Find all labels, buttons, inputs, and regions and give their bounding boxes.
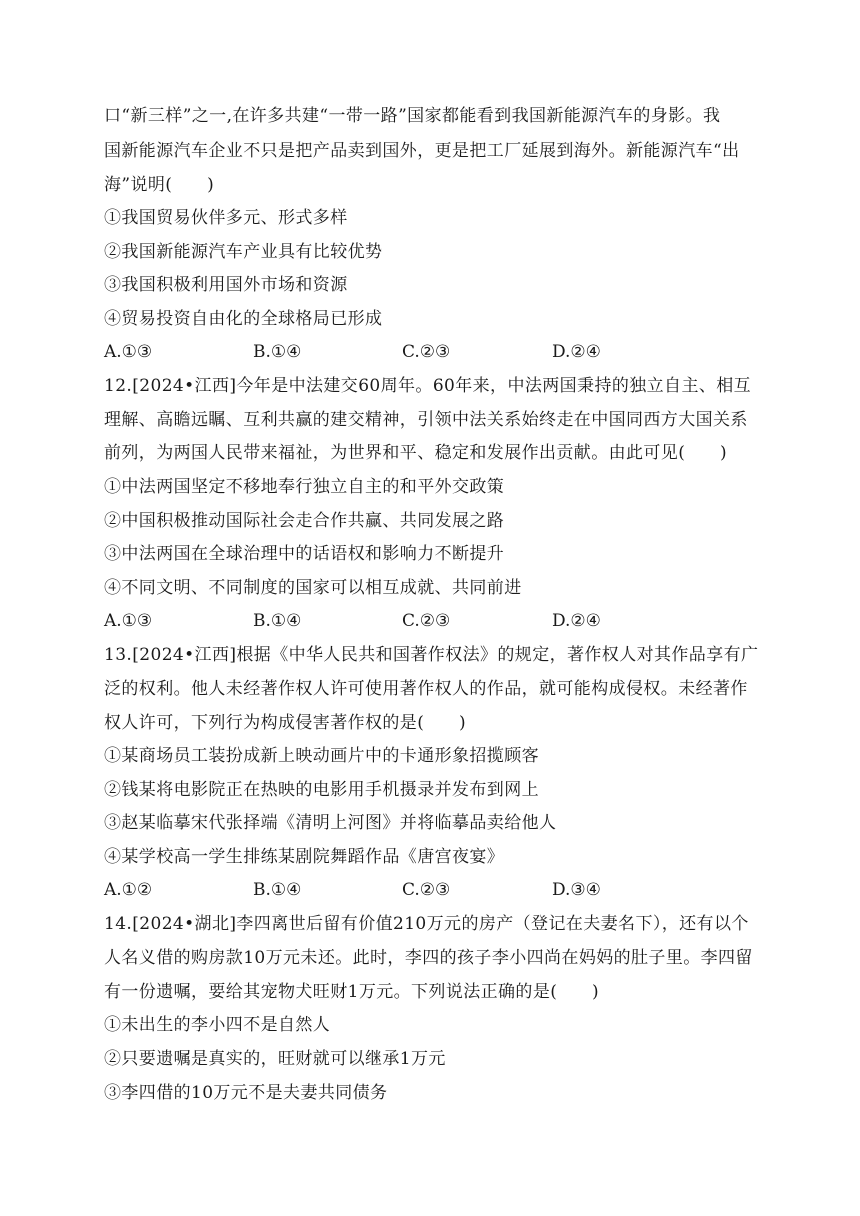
q12-item-4: ④不同文明、不同制度的国家可以相互成就、共同前进 (104, 578, 522, 598)
q14-stem-line-1: 14.[2024•湖北]李四离世后留有价值210万元的房产（登记在夫妻名下），还有以个 (104, 914, 749, 934)
q12-option-c: C.②③ (402, 611, 451, 631)
q13-option-d: D.③④ (552, 880, 601, 900)
q13-stem-line-2: 泛的权利。他人未经著作权人许可使用著作权人的作品，就可能构成侵权。未经著作 (104, 679, 748, 699)
q13-item-2: ②钱某将电影院正在热映的电影用手机摄录并发布到网上 (104, 780, 539, 800)
q14-item-2: ②只要遗嘱是真实的，旺财就可以继承1万元 (104, 1049, 446, 1069)
q13-item-3: ③赵某临摹宋代张择端《清明上河图》并将临摹品卖给他人 (104, 813, 557, 833)
q13-option-c: C.②③ (402, 880, 451, 900)
q11-option-d: D.②④ (552, 342, 601, 362)
q12-options (104, 610, 764, 632)
q12-item-1: ①中法两国坚定不移地奉行独立自主的和平外交政策 (104, 477, 505, 497)
q11-stem-line-1: 口“新三样”之一,在许多共建“一带一路”国家都能看到我国新能源汽车的身影。我 (104, 106, 721, 126)
q14-stem-line-2: 人名义借的购房款10万元未还。此时，李四的孩子李小四尚在妈妈的肚子里。李四留 (104, 948, 753, 968)
q11-item-2: ②我国新能源汽车产业具有比较优势 (104, 242, 383, 262)
q11-option-c: C.②③ (402, 342, 451, 362)
q11-item-4: ④贸易投资自由化的全球格局已形成 (104, 309, 383, 329)
q12-stem-line-3: 前列，为两国人民带来福祉，为世界和平、稳定和发展作出贡献。由此可见( ) (104, 443, 728, 463)
q13-option-b: B.①④ (253, 880, 302, 900)
q12-stem-line-2: 理解、高瞻远瞩、互利共赢的建交精神，引领中法关系始终走在中国同西方大国关系 (104, 410, 748, 430)
q11-item-3: ③我国积极利用国外市场和资源 (104, 275, 348, 295)
q13-item-1: ①某商场员工装扮成新上映动画片中的卡通形象招揽顾客 (104, 746, 539, 766)
q12-option-a: A.①③ (104, 611, 153, 631)
q12-stem-line-1: 12.[2024•江西]今年是中法建交60周年。60年来，中法两国秉持的独立自主、相互 (104, 376, 752, 396)
q14-stem-line-3: 有一份遗嘱，要给其宠物犬旺财1万元。下列说法正确的是( ) (104, 982, 600, 1002)
q13-options (104, 879, 764, 901)
q12-option-d: D.②④ (552, 611, 601, 631)
q11-option-b: B.①④ (253, 342, 302, 362)
q13-stem-line-3: 权人许可，下列行为构成侵害著作权的是( ) (104, 713, 467, 733)
q11-item-1: ①我国贸易伙伴多元、形式多样 (104, 208, 348, 228)
q13-stem-line-1: 13.[2024•江西]根据《中华人民共和国著作权法》的规定，著作权人对其作品享有广 (104, 645, 759, 665)
q13-option-a: A.①② (104, 880, 153, 900)
q14-item-3: ③李四借的10万元不是夫妻共同债务 (104, 1083, 388, 1103)
q11-stem-line-3: 海”说明( ) (104, 175, 215, 195)
q14-item-1: ①未出生的李小四不是自然人 (104, 1015, 331, 1035)
q12-item-3: ③中法两国在全球治理中的话语权和影响力不断提升 (104, 544, 505, 564)
q12-item-2: ②中国积极推动国际社会走合作共赢、共同发展之路 (104, 511, 505, 531)
q11-option-a: A.①③ (104, 342, 153, 362)
q13-item-4: ④某学校高一学生排练某剧院舞蹈作品《唐宫夜宴》 (104, 847, 505, 867)
q11-stem-line-2: 国新能源汽车企业不只是把产品卖到国外，更是把工厂延展到海外。新能源汽车“出 (104, 141, 740, 161)
q11-options (104, 341, 764, 363)
q12-option-b: B.①④ (253, 611, 302, 631)
